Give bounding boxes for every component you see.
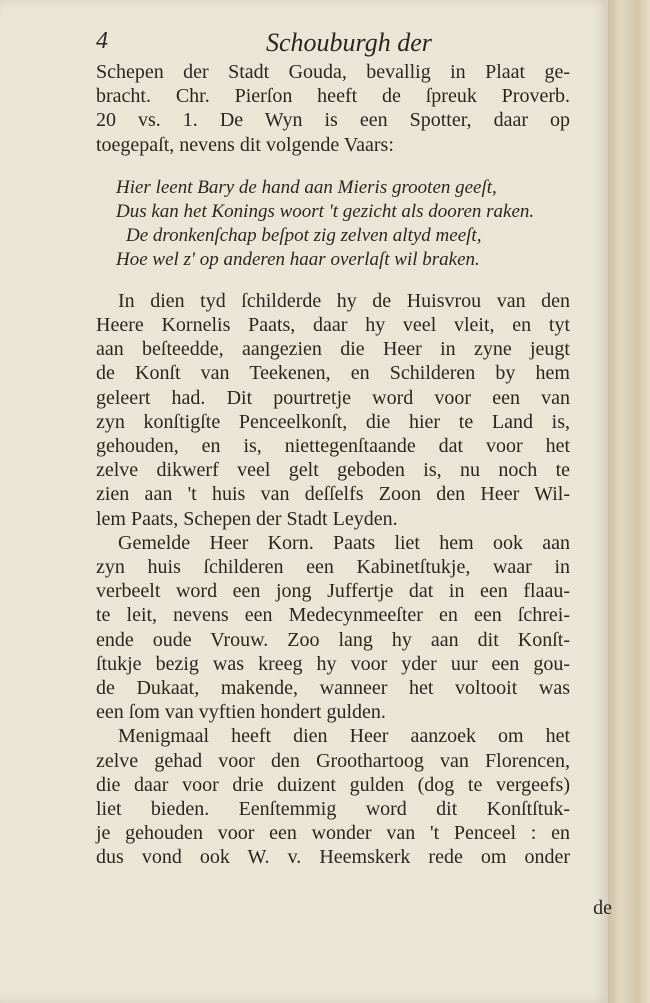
text-line: de Konſt van Teekenen, en Schilderen by hem [96,362,570,385]
text-line: 20 vs. 1. De Wyn is een Spotter, daar op [96,109,570,132]
page-number: 4 [96,28,108,54]
text-line: gehouden, en is, niettegenſtaande dat voor het [96,435,570,458]
page-header [96,28,576,58]
text-line: ende oude Vrouw. Zoo lang hy aan dit Konſt- [96,628,570,651]
text-line: Schepen der Stadt Gouda, bevallig in Plaat ge- [96,61,570,83]
text-line: Gemelde Heer Korn. Paats liet hem ook aan [118,531,570,554]
text-line: verbeelt word een jong Juffertje dat in een flaau- [96,580,570,603]
verse-line: Hoe wel z' op anderen haar overlaſt wil braken. [116,248,480,270]
text-line: liet bieden. Eenſtemmig word dit Konſtſtuk- [96,798,570,821]
verse-line: De dronkenſchap beſpot zig zelven altyd meeſt, [126,224,482,246]
text-line: ſtukje bezig was kreeg hy voor yder uur een gou- [96,652,570,675]
paragraph-2 [96,289,570,531]
text-line: geleert had. Dit pourtretje word voor een van [96,386,570,409]
running-title: Schouburgh der [266,28,432,57]
text-line: zien aan 't huis van deſſelfs Zoon den Heer Wil- [96,483,570,506]
verse [116,176,570,272]
text-line: In dien tyd ſchilderde hy de Huisvrou van den [118,289,570,312]
text-line: bracht. Chr. Pierſon heeft de ſpreuk Proverb. [96,85,570,108]
text-line: toegepaſt, nevens dit volgende Vaars: [96,133,394,156]
paragraph-1 [96,60,570,157]
text-line: zelve gehad voor den Groothartoog van Florencen, [96,749,570,772]
text-line: zyn huis ſchilderen een Kabinetſtukje, waar in [96,556,570,579]
text-line: de Dukaat, makende, wanneer het voltooit was [96,677,570,700]
text-line: dus vond ook W. v. Heemskerk rede om onder [96,846,570,869]
text-line: lem Paats, Schepen der Stadt Leyden. [96,507,398,530]
text-line: die daar voor drie duizent gulden (dog te vergeefs) [96,773,570,796]
text-line: te leit, nevens een Medecynmeeſter en een ſchrei- [96,604,570,627]
catchword: de [593,897,612,919]
body-text [96,60,570,870]
verse-line: Dus kan het Konings woort 't gezicht als dooren raken. [116,200,535,222]
paragraph-3 [96,531,570,725]
text-line: aan beſteedde, aangezien die Heer in zyne jeugt [96,338,570,361]
adjacent-page-edge [608,0,650,1003]
text-line: zyn konſtigſte Penceelkonſt, die hier te Land is, [96,410,570,433]
text-line: Heere Kornelis Paats, daar hy veel vleit, en tyt [96,314,570,337]
text-line: Menigmaal heeft dien Heer aanzoek om het [118,725,570,748]
text-line: zelve dikwerf veel gelt geboden is, nu noch te [96,459,570,482]
text-line: een ſom van vyftien hondert gulden. [96,701,386,724]
paragraph-4 [96,724,570,869]
text-line: je gehouden voor een wonder van 't Penceel : en [96,822,570,845]
verse-line: Hier leent Bary de hand aan Mieris grooten geeſt, [116,176,497,198]
